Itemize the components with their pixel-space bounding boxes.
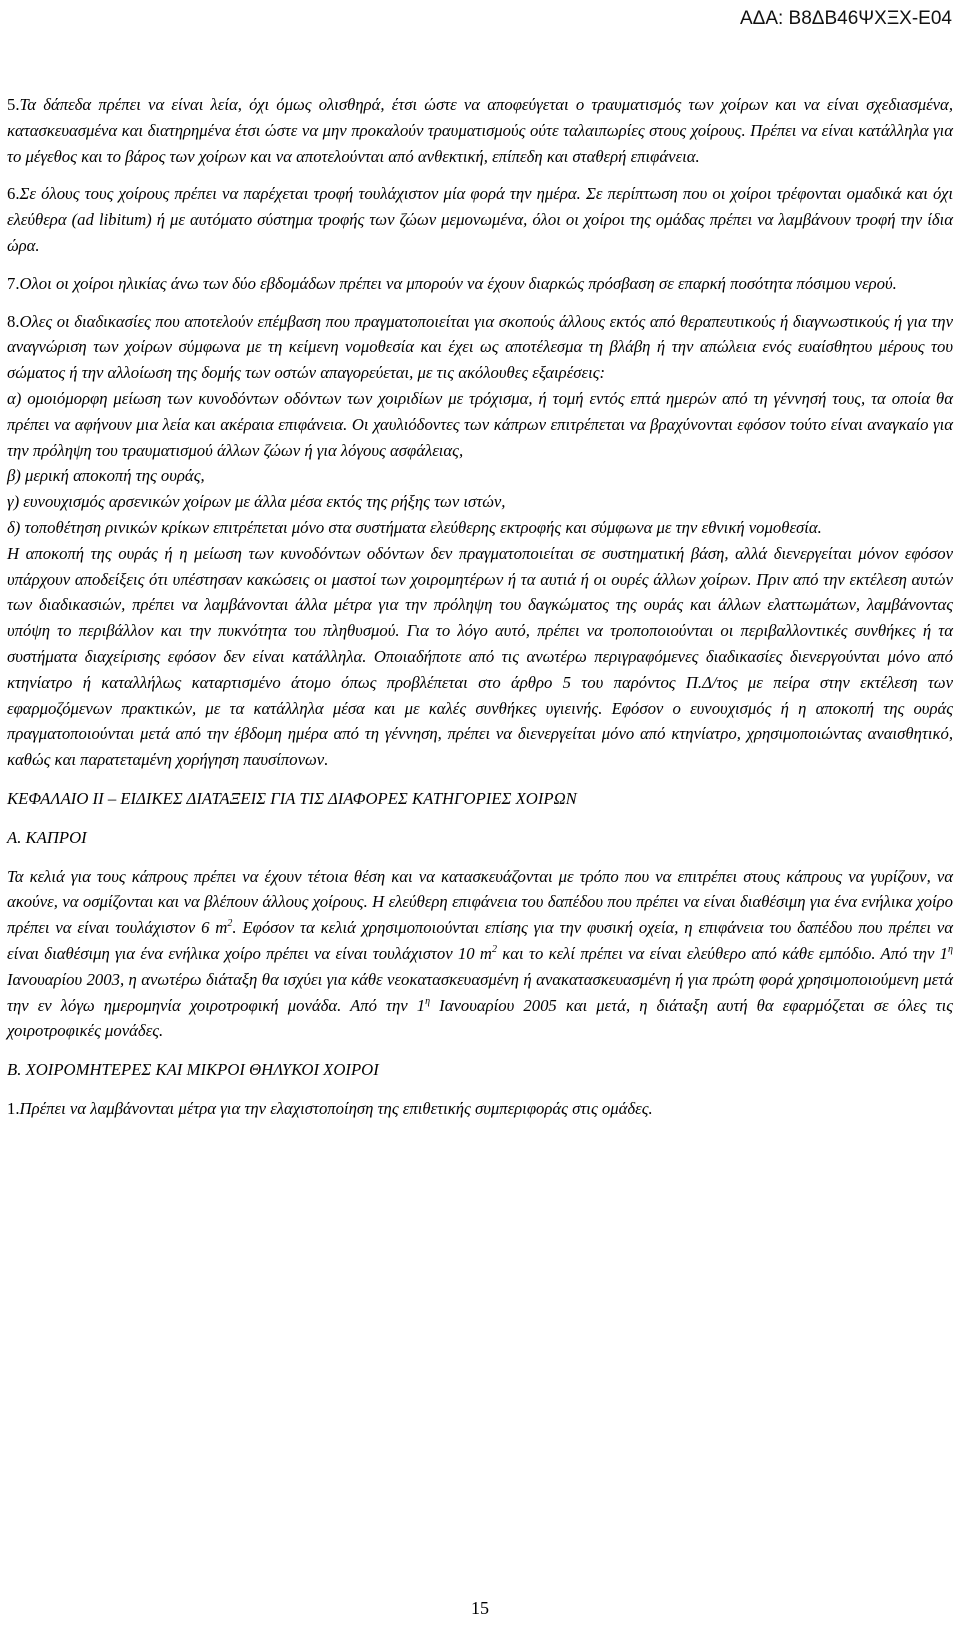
document-code: ΑΔΑ: Β8ΔΒ46ΨΧΞΧ-Ε04 xyxy=(739,8,952,29)
exception-item-b: β) μερική αποκοπή της ουράς, xyxy=(7,466,205,486)
exception-item-c: γ) ευνουχισμός αρσενικών χοίρων με άλλα μέσα εκτός της ρήξης των ιστών, xyxy=(7,492,506,512)
paragraph-8-continuation: Η αποκοπή της ουράς ή η μείωση των κυνοδόντων οδόντων δεν πραγματοποιείται σε συστηματική βάση, αλλά διενεργείται μόνον εφόσον υπάρχουν αποδείξεις ότι υπέστησαν κακώσεις οι μαστοί των χοιρομητέρων ή τα αυτιά ή οι ουρές άλλων χοίρων. Πριν από την εκτέλεση αυτών των διαδικασιών, πρέπει να λαμβάνονται άλλα μέτρα για την πρόληψη του δαγκώματος της ουράς και άλλων ελαττωμάτων, λαμβάνοντας υπόψη το περιβάλλον και την πυκνότητα του πληθυσμού. Για το λόγο αυτό, πρέπει να τροποποιούνται οι περιβαλλοντικές συνθήκες ή τα συστήματα διαχείρισης εφόσον δεν είναι κατάλληλα. Οποιαδήποτε από τις ανωτέρω περιγραφόμενες διαδικασίες διενεργούνται μόνο από κτηνίατρο ή καταλλήλως καταρτισμένο άτομο όπως προβλέπεται στο άρθρο 5 του παρόντος Π.Δ/τος με πείρα στην εκτέλεση των εφαρμοζόμενων πρακτικών, με τα κατάλληλα μέσα και με καλές συνθήκες υγιεινής. Εφόσον ο ευνουχισμός ή η αποκοπή της ουράς πραγματοποιούνται μετά από την έβδομη ημέρα από τη γέννηση, πρέπει να διενεργείται μόνο από κτηνίατρο, χρησιμοποιώντας αναισθητικό, καθώς και παρατεταμένη χορήγηση παυσίπονων. xyxy=(7,543,953,770)
paragraph-number: 1. xyxy=(7,1098,20,1118)
superscript: η xyxy=(948,943,953,955)
text-run: . Εφόσον τα κελιά χρησιμοποιούνται επίσης για την φυσική οχεία, η επιφάνεια του δαπέδου που πρέπει να είναι διαθέσιμη για ένα ενήλικα χοίρο πρέπει να είναι τουλάχιστον 10 m xyxy=(7,918,953,963)
paragraph-number: 5. xyxy=(7,95,20,114)
paragraph-text: Σε όλους τους χοίρους πρέπει να παρέχεται τροφή τουλάχιστον μία φορά την ημέρα. Σε περίπτωση που οι χοίροι τρέφονται ομαδικά και όχι ελεύθερα (ad libitum) ή με αυτόματο σύστημα τροφής των ζώων μεμονωμένα, όλοι οι χοίροι της ομάδας πρέπει να λαμβάνουν τροφή την ίδια ώρα. xyxy=(7,184,953,255)
section-b-heading: Β. ΧΟΙΡΟΜΗΤΕΡΕΣ ΚΑΙ ΜΙΚΡΟΙ ΘΗΛΥΚΟΙ ΧΟΙΡΟΙ xyxy=(7,1060,379,1080)
text-run: Τα κελιά για τους κάπρους πρέπει να έχουν τέτοια θέση και να κατασκευάζονται με τρόπο που να επιτρέπει στους κάπρους να γυρίζουν, να ακούνε, να οσμίζονται και να βλέπουν άλλους χοίρους. Η ελεύθερη επιφάνεια του δαπέδου που πρέπει να είναι διαθέσιμη για ένα ενήλικα χοίρο πρέπει να είναι τουλάχιστον 6 m xyxy=(7,866,953,938)
paragraph-7 xyxy=(7,271,953,297)
paragraph-number: 8. xyxy=(7,311,20,331)
superscript: η xyxy=(425,995,431,1007)
exception-item-d: δ) τοποθέτηση ρινικών κρίκων επιτρέπεται μόνο στα συστήματα ελεύθερης εκτροφής και σύμφωνα με την εθνική νομοθεσία. xyxy=(7,517,822,537)
paragraph-8 xyxy=(7,309,953,386)
superscript: 2 xyxy=(227,918,233,930)
paragraph-number: 6. xyxy=(7,184,20,204)
paragraph-text: Τα δάπεδα πρέπει να είναι λεία, όχι όμως ολισθηρά, έτσι ώστε να αποφεύγεται ο τραυματισμός των χοίρων και να είναι σχεδιασμένα, κατασκευασμένα και διατηρημένα έτσι ώστε να μην προκαλούν τραυματισμούς ούτε ταλαιπωρίες στους χοίρους. Πρέπει να είναι κατάλληλα για το μέγεθος και το βάρος των χοίρων και να αποτελούνται από ανθεκτική, επίπεδη και σταθερή επιφάνεια. xyxy=(7,95,953,166)
paragraph-6 xyxy=(7,181,953,258)
superscript: 2 xyxy=(491,943,497,955)
exception-item-a: α) ομοιόμορφη μείωση των κυνοδόντων οδόντων των χοιριδίων με τρόχισμα, ή τομή εντός επτά ημερών από τη γέννησή τους, τα οποία θα πρέπει να αφήνουν μια λεία και ακέραια επιφάνεια. Οι χαυλιόδοντες των κάπρων επιτρέπεται να βραχύνονται εφόσον τούτο είναι αναγκαίο για την πρόληψη του τραυματισμού άλλων ζώων ή για λόγους ασφάλειας, xyxy=(7,388,953,460)
section-a-heading: Α. ΚΑΠΡΟΙ xyxy=(7,827,87,847)
paragraph-number: 7. xyxy=(7,273,20,293)
text-run: Ιανουαρίου 2005 και μετά, η διάταξη αυτή θα εφαρμόζεται σε όλες τις χοιροτροφικές μονάδες. xyxy=(7,995,953,1041)
chapter-heading: ΚΕΦΑΛΑΙΟ ΙΙ – ΕΙΔΙΚΕΣ ΔΙΑΤΑΞΕΙΣ ΓΙΑ ΤΙΣ ΔΙΑΦΟΡΕΣ ΚΑΤΗΓΟΡΙΕΣ ΧΟΙΡΩΝ xyxy=(7,788,577,808)
paragraph-text: Ολοι οι χοίροι ηλικίας άνω των δύο εβδομάδων πρέπει να μπορούν να έχουν διαρκώς πρόσβαση σε επαρκή ποσότητα πόσιμου νερού. xyxy=(19,273,897,293)
paragraph-text: Ολες οι διαδικασίες που αποτελούν επέμβαση που πραγματοποιείται για σκοπούς άλλους εκτός από θεραπευτικούς ή διαγνωστικούς ή για την αναγνώριση των χοίρων σύμφωνα με τη κείμενη νομοθεσία και έχει ως αποτέλεσμα τη βλάβη ή την απώλεια ενός ευαίσθητου μέρους του σώματος ή την αλλοίωση της δομής των οστών απαγορεύεται, με τις ακόλουθες εξαιρέσεις: xyxy=(7,311,953,383)
paragraph-text: Πρέπει να λαμβάνονται μέτρα για την ελαχιστοποίηση της επιθετικής συμπεριφοράς στις ομάδες. xyxy=(19,1098,653,1118)
paragraph-5 xyxy=(7,92,953,169)
text-run: Ιανουαρίου 2003, η ανωτέρω διάταξη θα ισχύει για κάθε νεοκατασκευασμένη ή ανακατασκευασμένη ή για πρώτη φορά χρησιμοποιούμενη μετά την εν λόγω ημερομηνία χοιροτροφική μονάδα. Από την 1 xyxy=(7,969,953,1015)
section-a-paragraph xyxy=(7,864,953,1045)
section-b-paragraph-1 xyxy=(7,1096,953,1122)
page-number: 15 xyxy=(471,1598,489,1618)
text-run: και το κελί πρέπει να είναι ελεύθερο από κάθε εμπόδιο. Από την 1 xyxy=(496,943,949,963)
document-body xyxy=(7,92,953,1134)
